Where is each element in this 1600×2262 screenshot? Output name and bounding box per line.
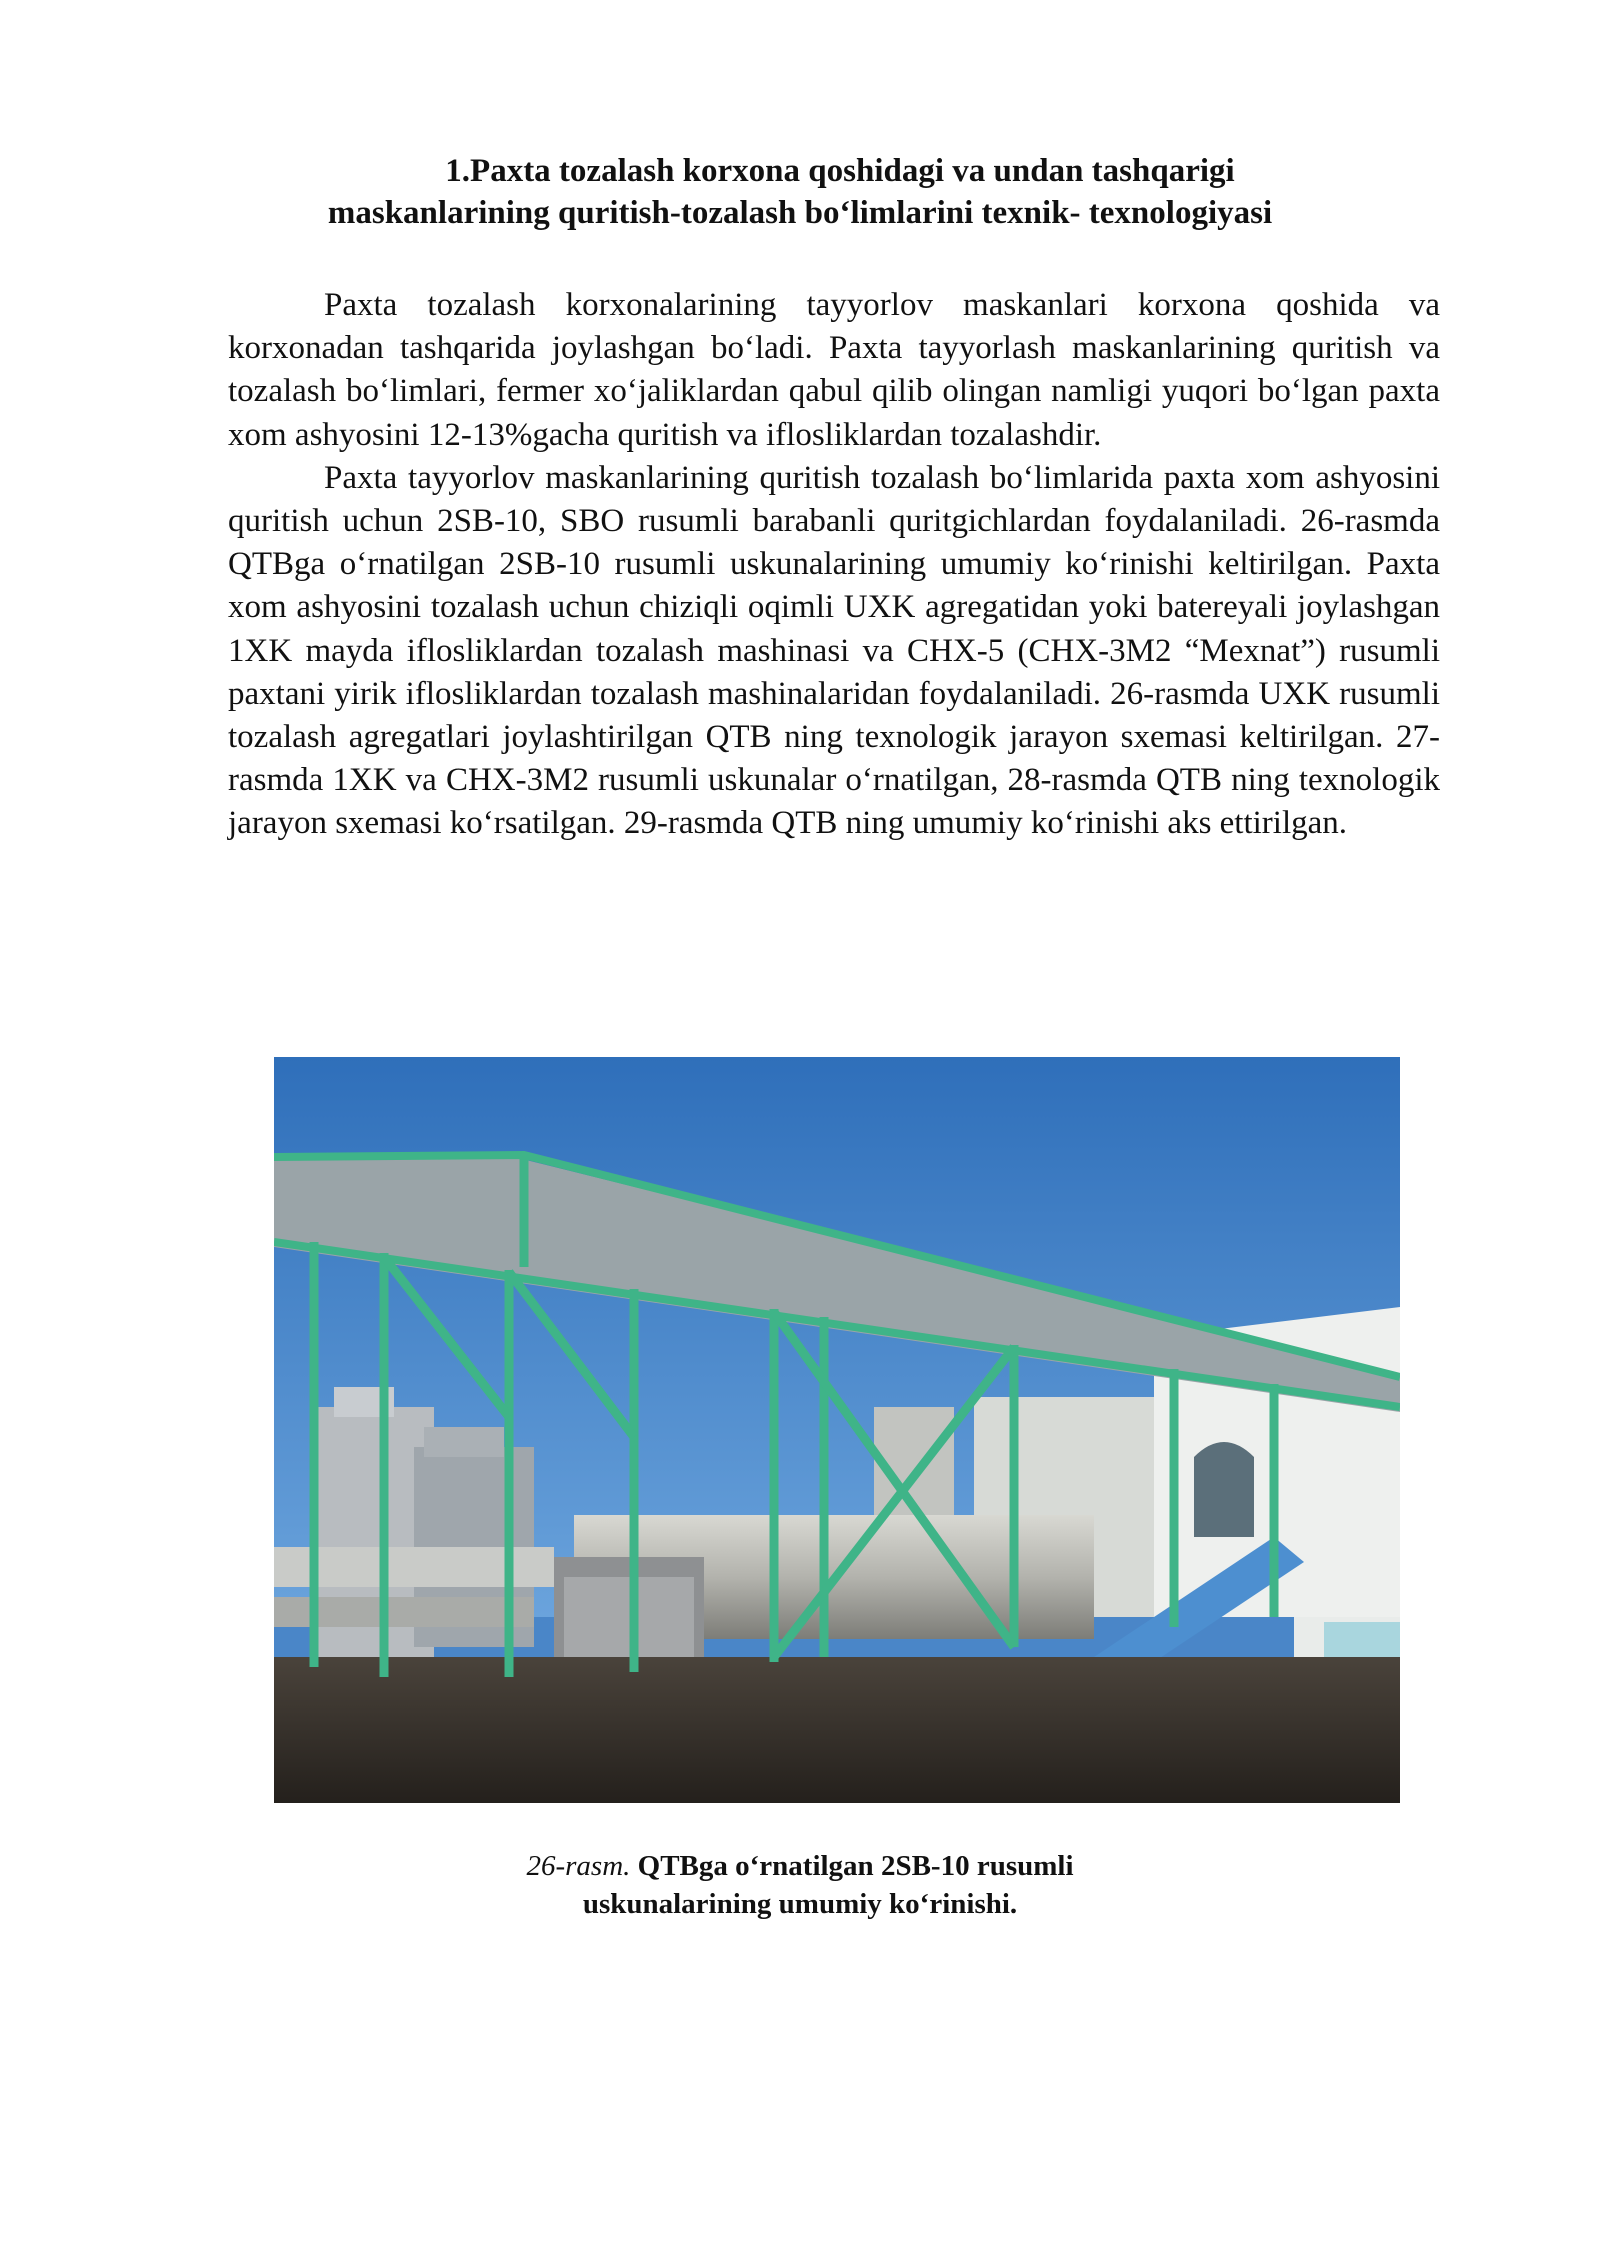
ground (274, 1657, 1400, 1803)
figure-photo-drying-equipment (274, 1057, 1400, 1803)
caption-text-1: QTBga o‘rnatilgan 2SB-10 rusumli (630, 1850, 1074, 1882)
photo-illustration (274, 1057, 1400, 1803)
caption-line-2: uskunalarining umumiy ko‘rinishi. (582, 1888, 1018, 1920)
title-line-1: 1.Paxta tozalash korxona qoshidagi va undan tashqarigi (445, 153, 1235, 189)
page-title (0, 150, 1600, 234)
caption-line-1 (0, 1847, 1600, 1885)
body-text (228, 284, 1440, 846)
title-line-2: maskanlarining quritish-tozalash bo‘limlarini texnik- texnologiyasi (327, 195, 1273, 231)
figure-caption (0, 1847, 1600, 1923)
paragraph-2: Paxta tayyorlov maskanlarining quritish tozalash bo‘limlarida paxta xom ashyosini quritish uchun 2SB-10, SBO rusumli barabanli quritgichlardan foydalaniladi. 26-rasmda QTBga o‘rnatilgan 2SB-10 rusumli uskunalarining umumiy ko‘rinishi keltirilgan. Paxta xom ashyosini tozalash uchun chiziqli oqimli UXK agregatidan yoki batereyali joylashgan 1XK mayda iflosliklardan tozalash mashinasi va CHX-5 (CHX-3M2 “Mexnat”) rusumli paxtani yirik iflosliklardan tozalash mashinalaridan foydalaniladi. 26-rasmda UXK rusumli tozalash agregatlari joylashtirilgan QTB ning texnologik jarayon sxemasi keltirilgan. 27-rasmda 1XK va CHX-3M2 rusumli uskunalar o‘rnatilgan, 28-rasmda QTB ning texnologik jarayon sxemasi ko‘rsatilgan. 29-rasmda QTB ning umumiy ko‘rinishi aks ettirilgan. (228, 459, 1440, 842)
paragraph-1: Paxta tozalash korxonalarining tayyorlov maskanlari korxona qoshida va korxonadan tashqarida joylashgan bo‘ladi. Paxta tayyorlash maskanlarining quritish va tozalash bo‘limlari, fermer xo‘jaliklardan qabul qilib olingan namligi yuqori bo‘lgan paxta xom ashyosini 12-13%gacha quritish va iflosliklardan tozalashdir. (228, 287, 1440, 453)
caption-figure-number: 26-rasm. (526, 1850, 631, 1882)
